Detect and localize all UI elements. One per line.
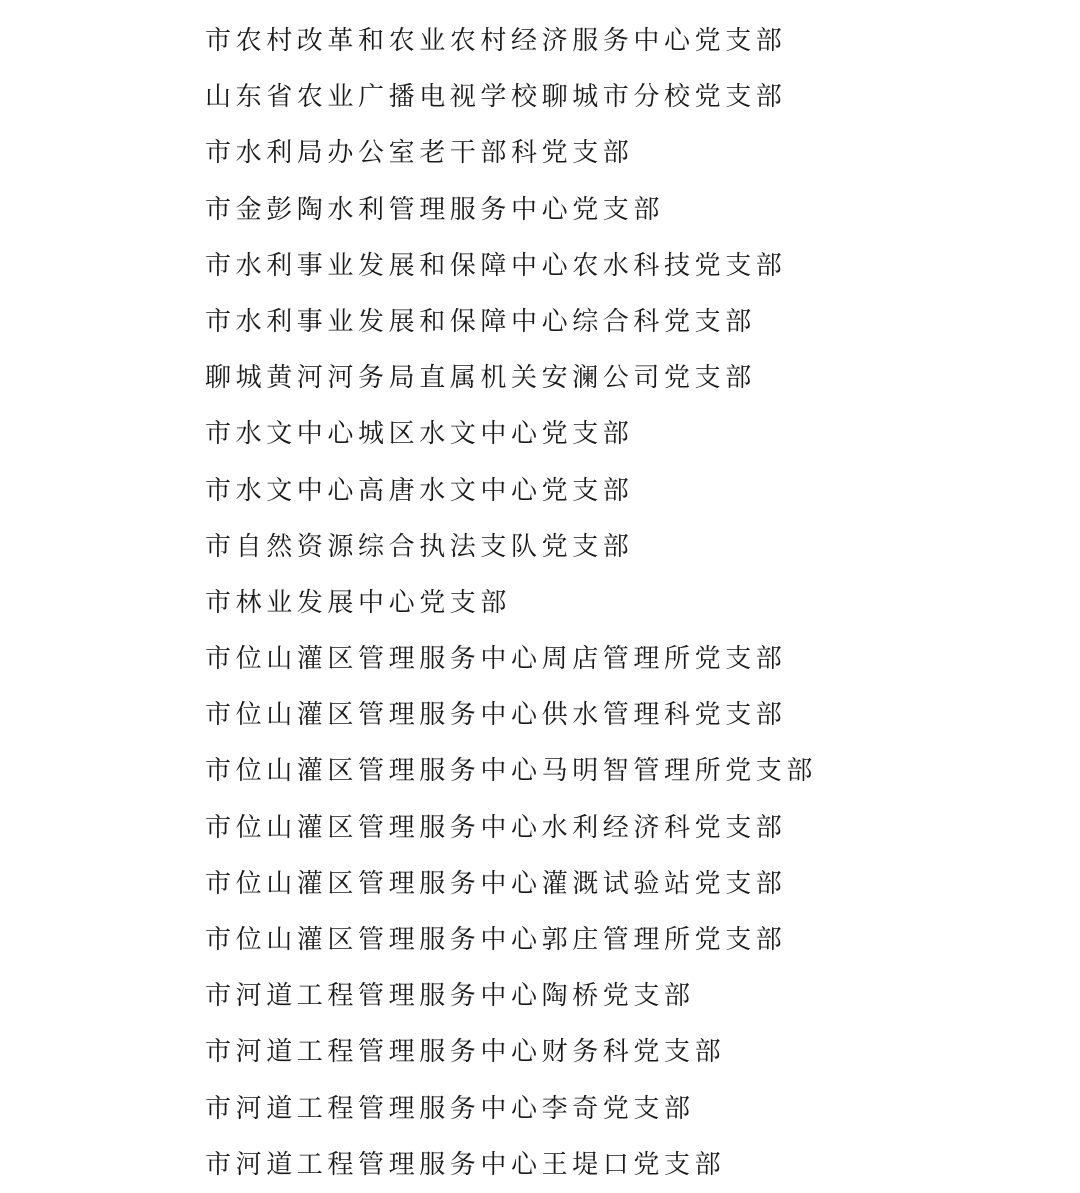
list-item: 市位山灌区管理服务中心供水管理科党支部 [205, 700, 787, 731]
list-item: 市位山灌区管理服务中心水利经济科党支部 [205, 812, 787, 843]
party-branch-list [205, 13, 1065, 1193]
list-item: 聊城黄河河务局直属机关安澜公司党支部 [205, 363, 756, 394]
list-item: 市河道工程管理服务中心陶桥党支部 [205, 981, 695, 1012]
list-item: 市水利事业发展和保障中心农水科技党支部 [205, 250, 787, 281]
document-page [205, 13, 1065, 1193]
list-item: 市河道工程管理服务中心财务科党支部 [205, 1037, 726, 1068]
list-item: 市位山灌区管理服务中心周店管理所党支部 [205, 644, 787, 675]
list-item: 市金彭陶水利管理服务中心党支部 [205, 194, 665, 225]
list-item: 市自然资源综合执法支队党支部 [205, 531, 634, 562]
list-item: 市水文中心高唐水文中心党支部 [205, 475, 634, 506]
list-item: 市林业发展中心党支部 [205, 587, 512, 618]
list-item: 山东省农业广播电视学校聊城市分校党支部 [205, 82, 787, 113]
list-item: 市河道工程管理服务中心王堤口党支部 [205, 1149, 726, 1180]
list-item: 市农村改革和农业农村经济服务中心党支部 [205, 26, 787, 56]
list-item: 市水利局办公室老干部科党支部 [205, 138, 634, 169]
list-item: 市水文中心城区水文中心党支部 [205, 419, 634, 450]
list-item: 市水利事业发展和保障中心综合科党支部 [205, 306, 756, 337]
list-item: 市位山灌区管理服务中心马明智管理所党支部 [205, 756, 818, 787]
list-item: 市位山灌区管理服务中心郭庄管理所党支部 [205, 925, 787, 955]
list-item: 市河道工程管理服务中心李奇党支部 [205, 1093, 695, 1124]
list-item: 市位山灌区管理服务中心灌溉试验站党支部 [205, 868, 787, 899]
